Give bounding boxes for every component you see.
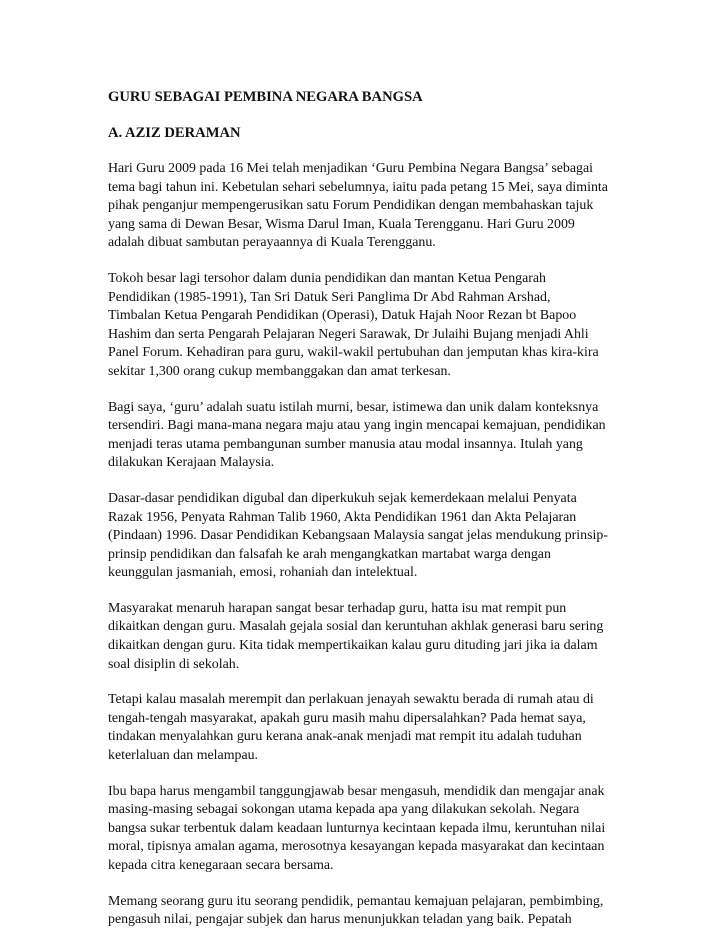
paragraph-line: Pendidikan (1985-1991), Tan Sri Datuk Seri Panglima Dr Abd Rahman Arshad, (108, 289, 551, 305)
document-page (108, 88, 623, 947)
paragraph-line: (Pindaan) 1996. Dasar Pendidikan Kebangsaan Malaysia sangat jelas mendukung prinsip- (108, 528, 608, 544)
paragraph-line: Panel Forum. Kehadiran para guru, wakil-wakil pertubuhan dan jemputan khas kira-kira (108, 345, 599, 361)
paragraph-line: dikaitkan dengan guru. Masalah gejala sosial dan keruntuhan akhlak generasi baru sering (108, 619, 604, 635)
paragraph-line: yang sama di Dewan Besar, Wisma Darul Iman, Kuala Terengganu. Hari Guru 2009 (108, 216, 575, 232)
paragraph-line: menjadi teras utama pembangunan sumber manusia atau modal insannya. Itulah yang (108, 436, 583, 452)
paragraph-line: sekitar 1,300 orang cukup membanggakan dan amat terkesan. (108, 363, 451, 379)
paragraph-line: Ibu bapa harus mengambil tanggungjawab besar mengasuh, mendidik dan mengajar anak (108, 783, 605, 799)
paragraph-line: Hari Guru 2009 pada 16 Mei telah menjadikan ‘Guru Pembina Negara Bangsa’ sebagai (108, 161, 593, 176)
paragraph-line: Tokoh besar lagi tersohor dalam dunia pendidikan dan mantan Ketua Pengarah (108, 270, 546, 286)
paragraph-4 (108, 490, 623, 583)
paragraph-line: soal disiplin di sekolah. (108, 656, 240, 672)
paragraph-line: Bagi saya, ‘guru’ adalah suatu istilah murni, besar, istimewa dan unik dalam konteksnya (108, 399, 599, 415)
paragraph-line: moral, tipisnya amalan agama, merosotnya kesayangan kepada masyarakat dan kecintaan (108, 839, 605, 855)
paragraph-line: tengah-tengah masyarakat, apakah guru masih mahu dipersalahkan? Pada hemat saya, (108, 710, 586, 726)
document-author: A. AZIZ DERAMAN (108, 125, 241, 141)
paragraph-line: adalah dibuat sambutan perayaannya di Kuala Terengganu. (108, 235, 436, 251)
paragraph-line: pihak penganjur mempengerusikan satu Forum Pendidikan dengan membahaskan tajuk (108, 198, 594, 214)
paragraph-3 (108, 399, 623, 473)
paragraph-line: Memang seorang guru itu seorang pendidik, pemantau kemajuan pelajaran, pembimbing, (108, 893, 604, 909)
paragraph-6 (108, 691, 623, 765)
paragraph-line: pengasuh nilai, pengajar subjek dan harus menunjukkan teladan yang baik. Pepatah (108, 912, 572, 928)
paragraph-5 (108, 600, 623, 674)
paragraph-line: tersendiri. Bagi mana-mana negara maju atau yang ingin mencapai kemajuan, pendidikan (108, 418, 606, 434)
paragraph-line: keterlaluan dan melampau. (108, 748, 259, 764)
paragraph-line: Hashim dan serta Pengarah Pelajaran Negeri Sarawak, Dr Julaihi Bujang menjadi Ahli (108, 326, 589, 342)
paragraph-line: tema bagi tahun ini. Kebetulan sehari sebelumnya, iaitu pada petang 15 Mei, saya diminta (108, 179, 608, 195)
paragraph-line: keunggulan jasmaniah, emosi, rohaniah dan intelektual. (108, 565, 418, 581)
document-title: GURU SEBAGAI PEMBINA NEGARA BANGSA (108, 89, 423, 105)
paragraph-line: Timbalan Ketua Pengarah Pendidikan (Operasi), Datuk Hajah Noor Rezan bt Bapoo (108, 308, 577, 324)
paragraph-line: Razak 1956, Penyata Rahman Talib 1960, Akta Pendidikan 1961 dan Akta Pelajaran (108, 509, 577, 525)
paragraph-7 (108, 783, 623, 876)
paragraph-line: masing-masing sebagai sokongan utama kepada apa yang dilakukan sekolah. Negara (108, 802, 580, 818)
paragraph-line: Masyarakat menaruh harapan sangat besar terhadap guru, hatta isu mat rempit pun (108, 600, 567, 616)
paragraph-line: dilakukan Kerajaan Malaysia. (108, 455, 275, 471)
paragraph-1 (108, 160, 623, 253)
paragraph-line: Tetapi kalau masalah merempit dan perlakuan jenayah sewaktu berada di rumah atau di (108, 692, 594, 708)
paragraph-line: prinsip pendidikan dan falsafah ke arah mengangkatkan martabat warga dengan (108, 546, 551, 562)
paragraph-8 (108, 893, 623, 930)
paragraph-line: dikaitkan dengan guru. Kita tidak mempertikaikan kalau guru dituding jari jika ia dalam (108, 638, 598, 654)
paragraph-line: Dasar-dasar pendidikan digubal dan diperkukuh sejak kemerdekaan melalui Penyata (108, 490, 577, 506)
paragraph-line: bangsa sukar terbentuk dalam keadaan lunturnya kecintaan kepada ilmu, keruntuhan nilai (108, 820, 606, 836)
paragraph-2 (108, 270, 623, 382)
paragraph-line: tindakan menyalahkan guru kerana anak-anak menjadi mat rempit itu adalah tuduhan (108, 729, 582, 745)
paragraph-line: kepada citra kenegaraan secara bersama. (108, 858, 334, 873)
